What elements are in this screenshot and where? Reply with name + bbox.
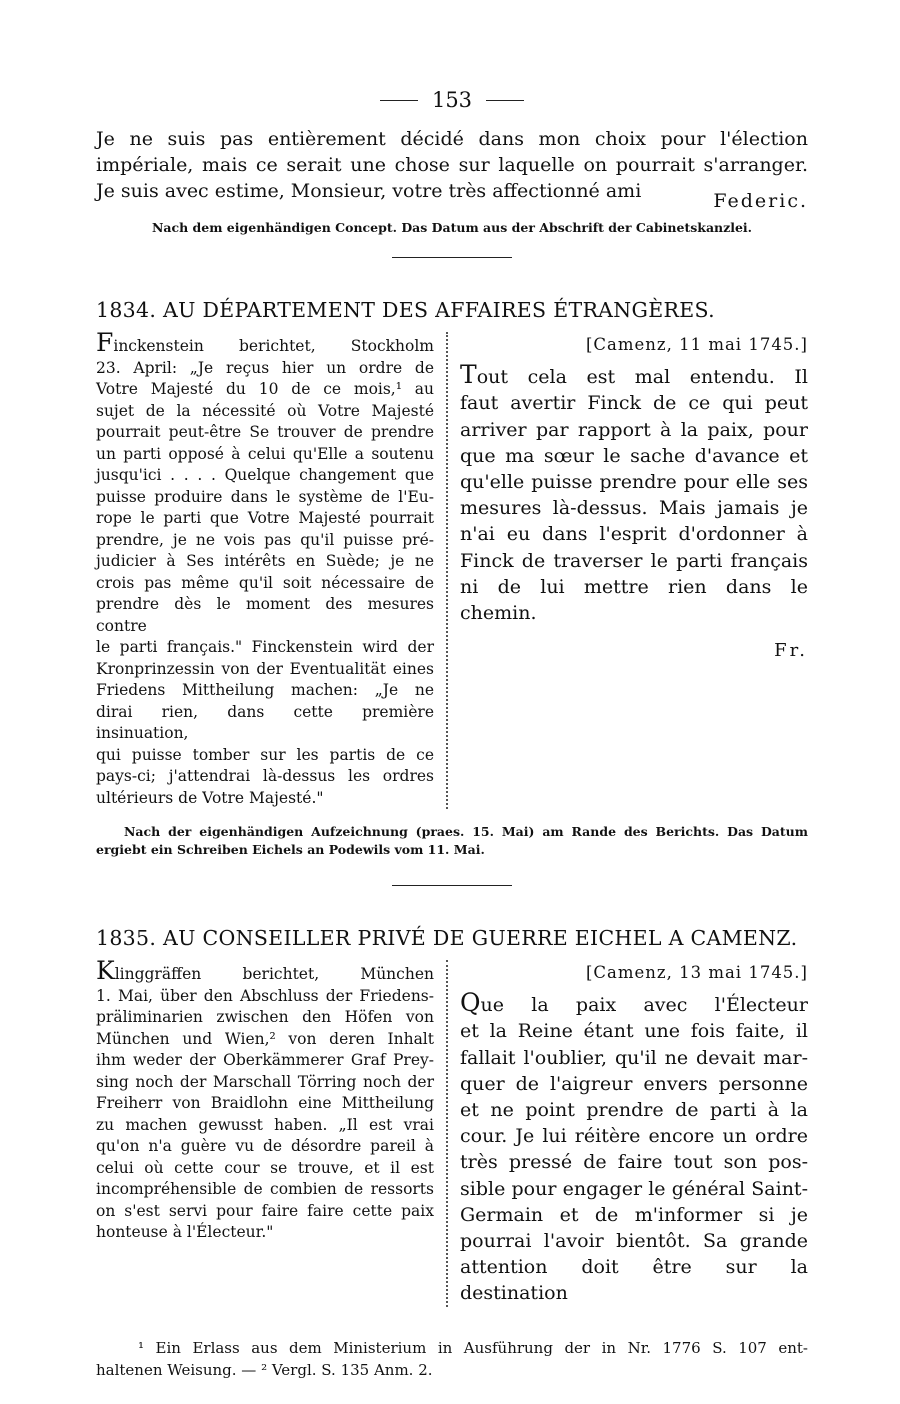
footnote-line: haltenen Weisung. — ² Vergl. S. 135 Anm. 2. bbox=[96, 1360, 433, 1379]
page-number: 153 bbox=[431, 88, 473, 112]
dropcap: Q bbox=[460, 988, 481, 1018]
entry-heading: 1834. AU DÉPARTEMENT DES AFFAIRES ÉTRANGÈRES. bbox=[96, 298, 715, 322]
report-summary-column bbox=[96, 956, 448, 1307]
summary-line: qui puisse tomber sur les partis de ce bbox=[96, 745, 434, 764]
section-separator bbox=[392, 257, 512, 258]
footnote-line: ¹ Ein Erlass aus dem Ministerium in Ausführung der in Nr. 1776 S. 107 ent- bbox=[138, 1338, 808, 1357]
summary-line: Freiherr von Braidlohn eine Mittheilung bbox=[96, 1094, 434, 1112]
intro-signature: Federic. bbox=[713, 190, 808, 212]
letter-line: out cela est mal entendu. Il bbox=[476, 366, 808, 389]
intro-line: Je ne suis pas entièrement décidé dans mon choix pour l'élection bbox=[96, 128, 808, 150]
summary-line: präliminarien zwischen den Höfen von bbox=[96, 1008, 434, 1026]
summary-line: honteuse à l'Électeur." bbox=[96, 1223, 274, 1241]
entry-1835 bbox=[96, 926, 808, 1307]
summary-line: crois pas même qu'il soit nécessaire de bbox=[96, 573, 434, 592]
intro-closing bbox=[96, 178, 808, 212]
letter-line: Finck de traverser le parti français bbox=[460, 549, 808, 572]
summary-line: München und Wien,² von deren Inhalt bbox=[96, 1029, 434, 1048]
section-separator bbox=[392, 885, 512, 886]
summary-line: puisse produire dans le système de l'Eu- bbox=[96, 487, 434, 506]
letter-line: faut avertir Finck de ce qui peut bbox=[460, 392, 808, 415]
summary-line: incompréhensible de combien de ressorts bbox=[96, 1180, 434, 1198]
note-line: ergiebt ein Schreiben Eichels an Podewils vom 11. Mai. bbox=[96, 842, 485, 857]
summary-line: dirai rien, dans cette première insinuation, bbox=[96, 702, 434, 742]
summary-line: judicier à Ses intérêts en Suède; je ne bbox=[96, 552, 434, 570]
summary-line: ihm weder der Oberkämmerer Graf Prey- bbox=[96, 1051, 434, 1069]
letter-text-column bbox=[460, 332, 808, 809]
footnotes bbox=[96, 1337, 808, 1381]
summary-line: on s'est servi pour faire faire cette paix bbox=[96, 1201, 434, 1220]
summary-line: Votre Majesté du 10 de ce mois,¹ au bbox=[96, 380, 434, 398]
intro-source-note: Nach dem eigenhändigen Concept. Das Datum aus der Abschrift der Cabinetskanzlei. bbox=[151, 220, 753, 235]
page-number-row bbox=[96, 82, 808, 118]
summary-line: 1. Mai, über den Abschluss der Friedens- bbox=[96, 986, 434, 1005]
summary-line: rope le parti que Votre Majesté pourrait bbox=[96, 509, 434, 527]
entry-columns bbox=[96, 328, 808, 809]
entry-source-note bbox=[96, 823, 808, 859]
dropcap: F bbox=[96, 328, 114, 357]
summary-line: 23. April: „Je reçus hier un ordre de bbox=[96, 358, 434, 377]
summary-line: celui où cette cour se trouve, et il est bbox=[96, 1158, 434, 1177]
summary-line: sing noch der Marschall Törring noch der bbox=[96, 1072, 434, 1091]
summary-line: zu machen gewusst haben. „Il est vrai bbox=[96, 1115, 434, 1134]
letter-date: [Camenz, 13 mai 1745.] bbox=[585, 963, 808, 982]
summary-line: prendre, je ne vois pas qu'il puisse pré- bbox=[96, 530, 434, 549]
letter-line: qu'elle puisse prendre pour elle ses bbox=[460, 471, 808, 494]
summary-line: un parti opposé à celui qu'Elle a soutenu bbox=[96, 444, 434, 463]
letter-line: n'ai eu dans l'esprit d'ordonner à bbox=[460, 523, 808, 546]
letter-text-column bbox=[460, 960, 808, 1307]
letter-date: [Camenz, 11 mai 1745.] bbox=[585, 335, 808, 354]
summary-line: Kronprinzessin von der Eventualität eines bbox=[96, 659, 434, 678]
letter-line: arriver par rapport à la paix, pour bbox=[460, 418, 808, 441]
letter-line: Germain et de m'informer si je bbox=[460, 1203, 808, 1226]
rule-right bbox=[486, 100, 524, 101]
entry-1834 bbox=[96, 298, 808, 859]
summary-line: ultérieurs de Votre Majesté." bbox=[96, 788, 324, 807]
letter-line: fallait l'oublier, qu'il ne devait mar- bbox=[460, 1046, 808, 1069]
letter-line: cour. Je lui réitère encore un ordre bbox=[460, 1125, 808, 1148]
letter-signature: Fr. bbox=[774, 640, 808, 662]
summary-line: le parti français." Finckenstein wird der bbox=[96, 638, 434, 656]
letter-line: et ne point prendre de parti à la bbox=[460, 1099, 808, 1122]
summary-line: jusqu'ici . . . . Quelque changement que bbox=[96, 466, 434, 484]
summary-line: linggräffen berichtet, München bbox=[114, 965, 434, 983]
summary-line: Friedens Mittheilung machen: „Je ne bbox=[96, 681, 434, 699]
summary-line: pays-ci; j'attendrai là-dessus les ordres bbox=[96, 767, 434, 785]
intro-line: impériale, mais ce serait une chose sur laquelle on pourrait s'arranger. bbox=[96, 154, 808, 176]
intro-line: Je suis avec estime, Monsieur, votre très affectionné ami bbox=[96, 180, 642, 202]
entry-heading: 1835. AU CONSEILLER PRIVÉ DE GUERRE EICHEL A CAMENZ. bbox=[96, 926, 798, 950]
rule-left bbox=[380, 100, 418, 101]
summary-line: sujet de la nécessité où Votre Majesté bbox=[96, 401, 434, 420]
letter-line: mesures là-dessus. Mais jamais je bbox=[460, 497, 808, 520]
dropcap: T bbox=[460, 360, 477, 390]
summary-line: prendre dès le moment des mesures contre bbox=[96, 595, 434, 635]
intro-letter-end bbox=[96, 126, 808, 235]
letter-line: que ma sœur le sache d'avance et bbox=[460, 444, 808, 467]
letter-line: ue la paix avec l'Électeur bbox=[480, 994, 808, 1017]
letter-line: attention doit être sur la destination bbox=[460, 1256, 808, 1305]
summary-line: pourrait peut-être Se trouver de prendre bbox=[96, 423, 434, 441]
book-page bbox=[96, 82, 808, 1381]
letter-line: sible pour engager le général Saint- bbox=[460, 1177, 808, 1200]
letter-line: pourrai l'avoir bientôt. Sa grande bbox=[460, 1230, 808, 1253]
letter-line: et la Reine étant une fois faite, il bbox=[460, 1020, 808, 1043]
report-summary-column bbox=[96, 328, 448, 809]
note-line: Nach der eigenhändigen Aufzeichnung (praes. 15. Mai) am Rande des Berichts. Das Datum bbox=[124, 824, 808, 839]
letter-line: ni de lui mettre rien dans le chemin. bbox=[460, 575, 808, 625]
dropcap: K bbox=[96, 956, 115, 985]
summary-line: inckenstein berichtet, Stockholm bbox=[113, 337, 434, 355]
letter-line: quer de l'aigreur envers personne bbox=[460, 1072, 808, 1095]
letter-line: très pressé de faire tout son pos- bbox=[460, 1151, 808, 1174]
entry-columns bbox=[96, 956, 808, 1307]
summary-line: qu'on n'a guère vu de désordre pareil à bbox=[96, 1137, 434, 1155]
